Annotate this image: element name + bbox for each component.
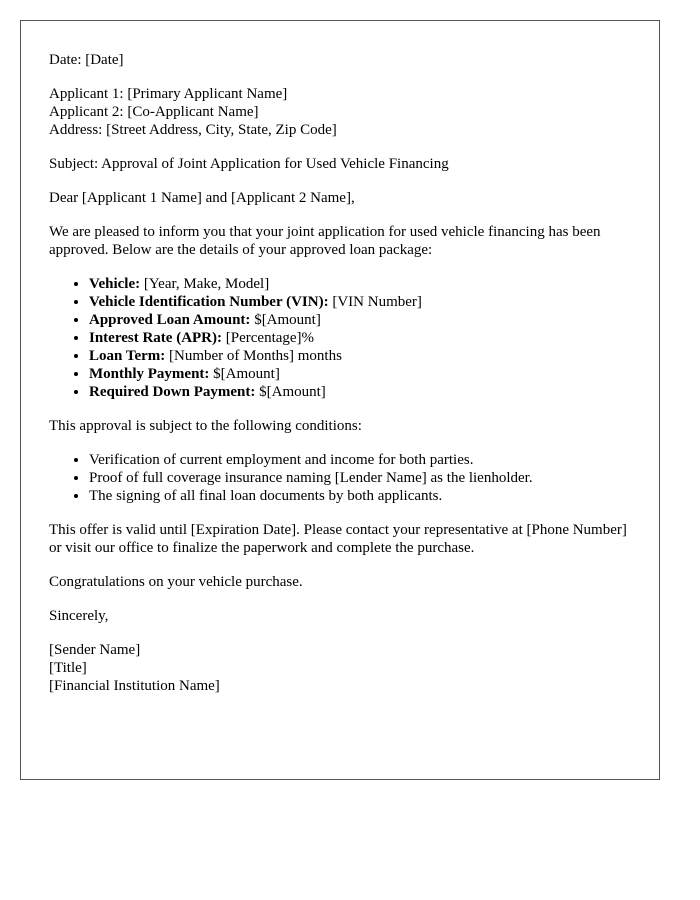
intro-paragraph: We are pleased to inform you that your joint application for used vehicle financing has been approved. Below are the details of your approved loan package: bbox=[49, 224, 601, 258]
detail-value: [VIN Number] bbox=[332, 294, 422, 310]
date-value: [Date] bbox=[85, 52, 124, 68]
applicant-block bbox=[49, 85, 631, 139]
list-item bbox=[89, 311, 631, 329]
applicant-1-line bbox=[49, 85, 631, 103]
letter-document bbox=[20, 20, 660, 780]
detail-value: $[Amount] bbox=[259, 384, 326, 400]
detail-value: [Percentage]% bbox=[225, 330, 315, 346]
list-item bbox=[89, 293, 631, 311]
detail-label: Monthly Payment: bbox=[89, 366, 210, 382]
list-item bbox=[89, 329, 631, 347]
detail-value: $[Amount] bbox=[213, 366, 280, 382]
list-item bbox=[89, 347, 631, 365]
applicant-2-label: Applicant 2: bbox=[49, 104, 124, 120]
detail-label: Approved Loan Amount: bbox=[89, 312, 251, 328]
applicant-1-value: [Primary Applicant Name] bbox=[127, 86, 288, 102]
list-item bbox=[89, 383, 631, 401]
subject-value: Approval of Joint Application for Used Vehicle Financing bbox=[101, 156, 449, 172]
detail-value: [Year, Make, Model] bbox=[143, 276, 270, 292]
sender-name: [Sender Name] bbox=[49, 642, 141, 658]
subject-label: Subject: bbox=[49, 156, 99, 172]
detail-label: Required Down Payment: bbox=[89, 384, 256, 400]
list-item: • Proof of full coverage insurance naming [Lender Name] as the lienholder. bbox=[89, 469, 631, 487]
address-label: Address: bbox=[49, 122, 103, 138]
date-label: Date: bbox=[49, 52, 82, 68]
detail-label: Vehicle: bbox=[89, 276, 141, 292]
address-line bbox=[49, 121, 631, 139]
list-item bbox=[89, 365, 631, 383]
validity-paragraph: This offer is valid until [Expiration Date]. Please contact your representative at [Phone Number] or visit our office to finalize the paperwork and complete the purchase. bbox=[49, 522, 627, 556]
subject-line bbox=[49, 155, 631, 173]
conditions-list bbox=[49, 451, 631, 505]
closing-line: Sincerely, bbox=[49, 608, 109, 624]
detail-value: $[Amount] bbox=[254, 312, 321, 328]
loan-details-list bbox=[49, 275, 631, 401]
detail-label: Interest Rate (APR): bbox=[89, 330, 223, 346]
applicant-2-value: [Co-Applicant Name] bbox=[127, 104, 259, 120]
applicant-2-line bbox=[49, 103, 631, 121]
detail-value: [Number of Months] months bbox=[169, 348, 342, 364]
congratulations-line: Congratulations on your vehicle purchase. bbox=[49, 574, 303, 590]
detail-label: Vehicle Identification Number (VIN): bbox=[89, 294, 329, 310]
signature-block bbox=[49, 641, 631, 695]
institution-name: [Financial Institution Name] bbox=[49, 678, 220, 694]
date-line bbox=[49, 51, 631, 69]
conditions-intro: This approval is subject to the following conditions: bbox=[49, 418, 362, 434]
address-value: [Street Address, City, State, Zip Code] bbox=[106, 122, 337, 138]
list-item: • The signing of all final loan documents by both applicants. bbox=[89, 487, 631, 505]
list-item bbox=[89, 275, 631, 293]
sender-title: [Title] bbox=[49, 660, 87, 676]
salutation: Dear [Applicant 1 Name] and [Applicant 2 Name], bbox=[49, 190, 355, 206]
list-item: • Verification of current employment and income for both parties. bbox=[89, 451, 631, 469]
detail-label: Loan Term: bbox=[89, 348, 166, 364]
applicant-1-label: Applicant 1: bbox=[49, 86, 124, 102]
